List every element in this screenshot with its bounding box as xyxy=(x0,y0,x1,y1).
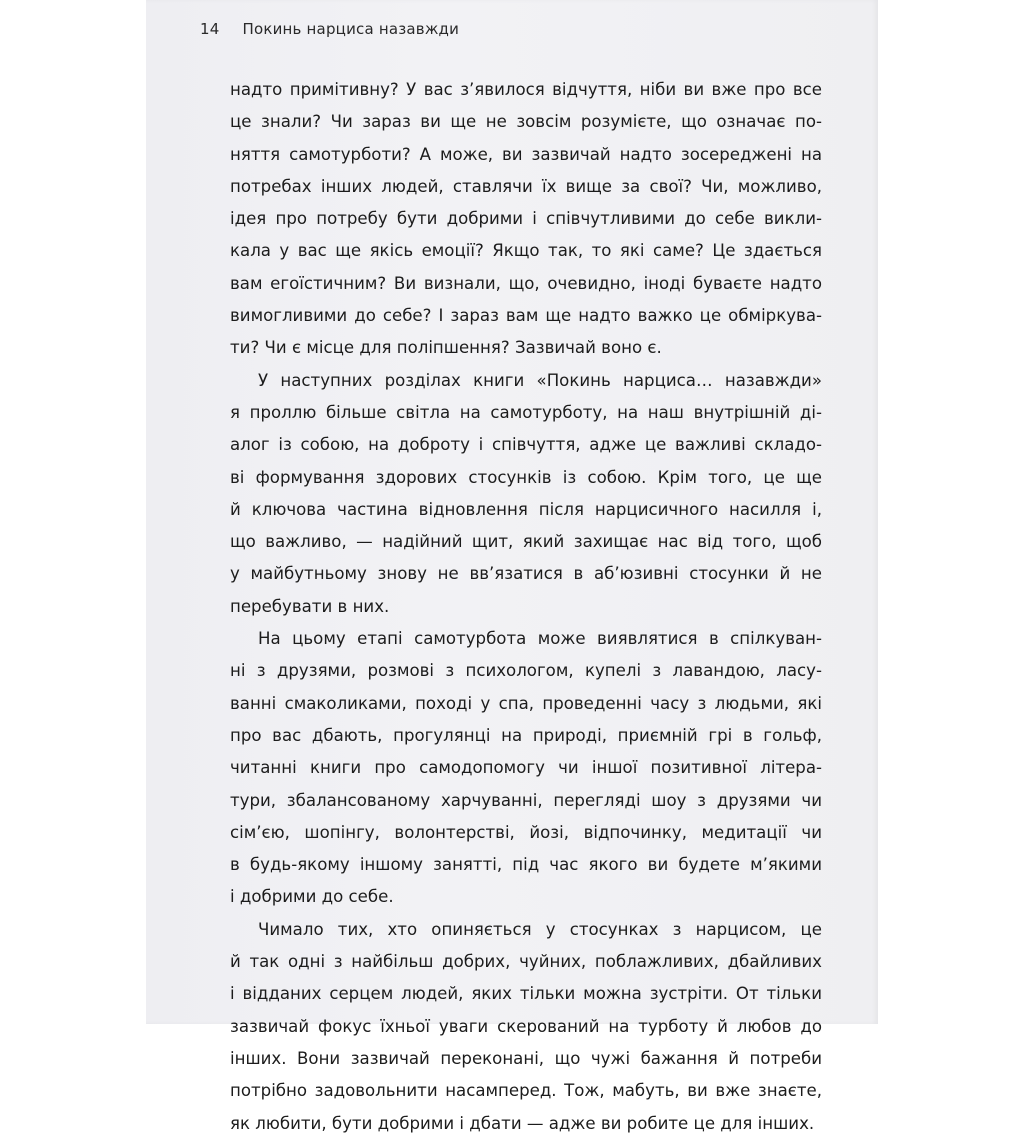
body-text xyxy=(230,74,822,1140)
running-title: Покинь нарциса назавжди xyxy=(242,20,460,38)
text-line: про вас дбають, прогулянці на природі, приємній грі в гольф, xyxy=(230,725,822,745)
text-line: тури, збалансованому харчуванні, перегляді шоу з друзями чи xyxy=(230,790,822,810)
text-line: Чимало тих, хто опиняється у стосунках з нарцисом, це xyxy=(258,919,822,939)
paragraph xyxy=(230,623,822,914)
text-line: зазвичай фокус їхньої уваги скерований на турботу й любов до xyxy=(230,1016,822,1036)
text-line: ідея про потребу бути добрими і співчутливими до себе викли- xyxy=(230,209,822,229)
text-line: вимогливими до себе? І зараз вам ще надто важко це обміркува- xyxy=(230,306,822,326)
running-head xyxy=(200,20,459,38)
text-line: надто примітивну? У вас з’явилося відчуття, ніби ви вже про все xyxy=(230,80,822,99)
paragraph xyxy=(230,365,822,623)
text-line: читанні книги про самодопомогу чи іншої позитивної літера- xyxy=(230,758,822,778)
text-line: няття самотурботи? А може, ви зазвичай надто зосереджені на xyxy=(230,144,822,164)
paragraph xyxy=(230,74,822,365)
text-line: потребах інших людей, ставлячи їх вище за свої? Чи, можливо, xyxy=(230,176,822,196)
text-line: інших. Вони зазвичай переконані, що чужі бажання й потреби xyxy=(230,1048,822,1068)
text-line: і відданих серцем людей, яких тільки можна зустріти. От тільки xyxy=(230,984,822,1004)
text-line: У наступних розділах книги «Покинь нарциса… назавжди» xyxy=(258,370,822,390)
text-line: я проллю більше світла на самотурботу, на наш внутрішній ді- xyxy=(230,402,822,422)
text-line: ві формування здорових стосунків із собою. Крім того, це ще xyxy=(230,467,822,487)
text-line: у майбутньому знову не вв’язатися в аб’юзивні стосунки й не xyxy=(230,564,822,584)
text-line: перебувати в них. xyxy=(230,596,390,616)
paragraph xyxy=(230,914,822,1140)
text-line: ванні смаколиками, поході у спа, проведенні часу з людьми, які xyxy=(230,693,822,713)
text-line: алог із собою, на доброту і співчуття, адже це важливі складо- xyxy=(230,435,822,455)
text-line: це знали? Чи зараз ви ще не зовсім розумієте, що означає по- xyxy=(230,112,822,132)
text-line: ні з друзями, розмові з психологом, купелі з лавандою, ласу- xyxy=(230,661,822,681)
book-page xyxy=(146,0,878,1133)
text-line: й так одні з найбільш добрих, чуйних, поблажливих, дбайливих xyxy=(230,952,822,972)
text-line: і добрими до себе. xyxy=(230,887,394,907)
text-line: в будь-якому іншому занятті, під час якого ви будете м’якими xyxy=(230,855,822,875)
text-line: ти? Чи є місце для поліпшення? Зазвичай воно є. xyxy=(230,338,662,358)
page-number: 14 xyxy=(200,20,220,38)
text-line: кала у вас ще якісь емоції? Якщо так, то які саме? Це здається xyxy=(230,241,822,261)
text-line: як любити, бути добрими і дбати — адже ви робите це для інших. xyxy=(230,1113,815,1133)
text-line: сім’єю, шопінгу, волонтерстві, йозі, відпочинку, медитації чи xyxy=(230,822,822,842)
text-line: потрібно задовольнити насамперед. Тож, мабуть, ви вже знаєте, xyxy=(230,1081,822,1101)
text-line: вам егоїстичним? Ви визнали, що, очевидно, іноді буваєте надто xyxy=(230,273,822,293)
text-line: й ключова частина відновлення після нарцисичного насилля і, xyxy=(230,499,822,519)
text-line: що важливо, — надійний щит, який захищає нас від того, щоб xyxy=(230,532,822,552)
text-line: На цьому етапі самотурбота може виявлятися в спілкуван- xyxy=(258,629,822,649)
